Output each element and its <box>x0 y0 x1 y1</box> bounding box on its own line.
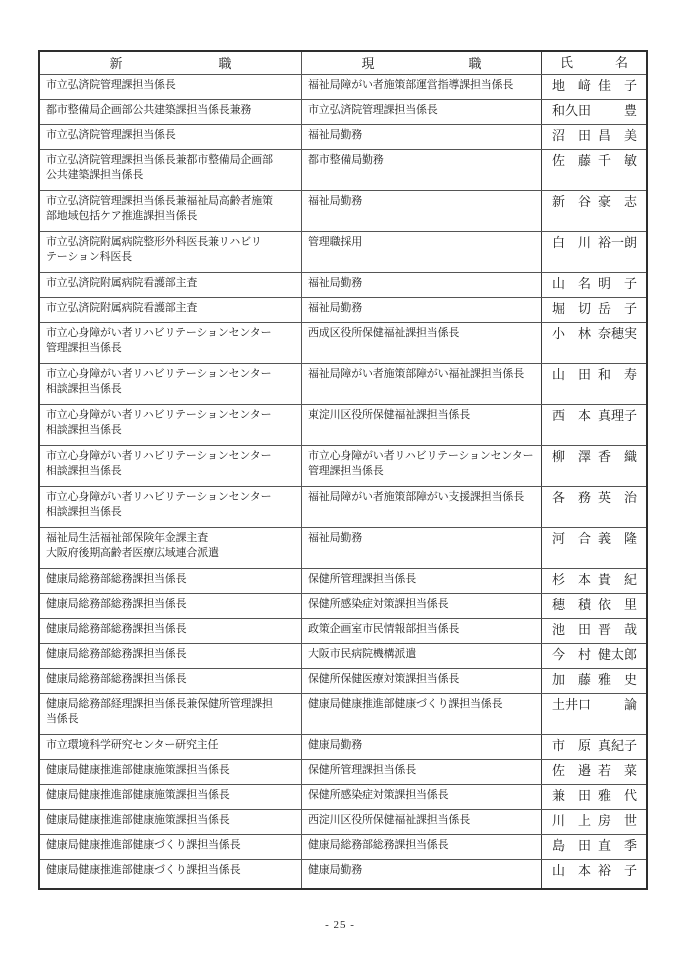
position-line: 保健所感染症対策課担当係長 <box>308 789 449 801</box>
new-position-cell <box>40 594 302 618</box>
current-position-cell <box>302 644 542 668</box>
table-row <box>40 297 646 322</box>
name-cell <box>542 75 646 99</box>
name-cell <box>542 364 646 404</box>
position-line: 保健所管理課担当係長 <box>308 573 416 585</box>
name-family: 市 原 <box>552 738 592 753</box>
position-line: 公共建築課担当係長 <box>46 169 144 181</box>
name-family: 山 名 <box>552 276 592 291</box>
name-family: 池 田 <box>552 622 592 637</box>
current-position-cell <box>302 125 542 149</box>
new-position-cell <box>40 298 302 322</box>
position-line: 市立弘済院附属病院整形外科医長兼リハビリ <box>46 236 262 248</box>
position-line: 保健所管理課担当係長 <box>308 764 416 776</box>
header-char: 名 <box>615 55 629 70</box>
position-line: 健康局総務部総務課担当係長 <box>46 573 187 585</box>
new-position-cell <box>40 487 302 527</box>
position-line: 福祉局勤務 <box>308 129 362 141</box>
current-position-cell <box>302 298 542 322</box>
header-name <box>542 52 646 74</box>
position-line: 福祉局障がい者施策部障がい支援課担当係長 <box>308 491 524 503</box>
name-given: 香 織 <box>597 449 637 464</box>
name-family: 各 務 <box>552 490 592 505</box>
position-line: 部地域包括ケア推進課担当係長 <box>46 210 198 222</box>
new-position-cell <box>40 785 302 809</box>
name-cell <box>542 528 646 568</box>
position-line: 健康局健康推進部健康施策課担当係長 <box>46 814 230 826</box>
position-line: 健康局健康推進部健康施策課担当係長 <box>46 764 230 776</box>
position-line: 福祉局障がい者施策部運営指導課担当係長 <box>308 79 514 91</box>
table-row <box>40 74 646 99</box>
current-position-cell <box>302 446 542 486</box>
new-position-cell <box>40 760 302 784</box>
position-line: 保健所保健医療対策課担当係長 <box>308 673 460 685</box>
new-position-cell <box>40 125 302 149</box>
table-row <box>40 445 646 486</box>
name-family: 小 林 <box>552 326 592 341</box>
name-family: 堀 切 <box>552 301 592 316</box>
new-position-cell <box>40 191 302 231</box>
current-position-cell <box>302 232 542 272</box>
position-line: 市立弘済院管理課担当係長 <box>308 104 438 116</box>
name-given: 晋 哉 <box>597 622 637 637</box>
position-line: 市立環境科学研究センター研究主任 <box>46 739 219 751</box>
name-cell <box>542 594 646 618</box>
name-cell <box>542 405 646 445</box>
position-line: 健康局総務部総務課担当係長 <box>46 648 187 660</box>
name-given: 豪 志 <box>597 194 637 209</box>
name-given: 直 季 <box>597 838 637 853</box>
name-cell <box>542 125 646 149</box>
table-row <box>40 99 646 124</box>
table-row <box>40 618 646 643</box>
position-line: 政策企画室市民情報部担当係長 <box>308 623 460 635</box>
name-family: 加 藤 <box>552 672 592 687</box>
position-line: 西淀川区役所保健福祉課担当係長 <box>308 814 470 826</box>
position-line: 都市整備局勤務 <box>308 154 384 166</box>
current-position-cell <box>302 528 542 568</box>
name-given: 論 <box>623 697 637 712</box>
current-position-cell <box>302 150 542 190</box>
position-line: 福祉局勤務 <box>308 195 362 207</box>
name-given: 房 世 <box>597 813 637 828</box>
table-row <box>40 486 646 527</box>
table-row <box>40 693 646 734</box>
new-position-cell <box>40 644 302 668</box>
table-row <box>40 231 646 272</box>
name-cell <box>542 273 646 297</box>
table-row <box>40 272 646 297</box>
position-line: 相談課担当係長 <box>46 383 122 395</box>
name-given: 雅 代 <box>597 788 637 803</box>
current-position-cell <box>302 735 542 759</box>
name-cell <box>542 191 646 231</box>
name-cell <box>542 785 646 809</box>
current-position-cell <box>302 694 542 734</box>
position-line: 市立弘済院管理課担当係長 <box>46 129 176 141</box>
name-cell <box>542 232 646 272</box>
position-line: 東淀川区役所保健福祉課担当係長 <box>308 409 470 421</box>
current-position-cell <box>302 323 542 363</box>
name-family: 白 川 <box>552 235 592 250</box>
page-number: - 25 - <box>325 919 355 931</box>
position-line: 当係長 <box>46 713 79 725</box>
table-row <box>40 668 646 693</box>
name-cell <box>542 760 646 784</box>
position-line: 健康局総務部総務課担当係長 <box>46 598 187 610</box>
current-position-cell <box>302 860 542 888</box>
position-line: 健康局勤務 <box>308 864 362 876</box>
table-row <box>40 404 646 445</box>
name-given: 豊 <box>623 103 637 118</box>
current-position-cell <box>302 75 542 99</box>
position-line: 管理課担当係長 <box>46 342 122 354</box>
name-cell <box>542 100 646 124</box>
position-line: 相談課担当係長 <box>46 465 122 477</box>
table-row <box>40 363 646 404</box>
header-current-position <box>302 52 542 74</box>
name-given: 健太郎 <box>597 647 637 662</box>
position-line: 大阪府後期高齢者医療広域連合派遣 <box>46 547 219 559</box>
table-row <box>40 759 646 784</box>
table-row <box>40 322 646 363</box>
name-family: 川 上 <box>552 813 592 828</box>
position-line: 市立弘済院管理課担当係長兼福祉局高齢者施策 <box>46 195 273 207</box>
table-row <box>40 809 646 834</box>
name-cell <box>542 446 646 486</box>
header-char: 氏 <box>559 55 573 70</box>
name-family: 新 谷 <box>552 194 592 209</box>
position-line: 福祉局勤務 <box>308 532 362 544</box>
name-cell <box>542 569 646 593</box>
name-cell <box>542 487 646 527</box>
name-given: 岳 子 <box>597 301 637 316</box>
name-given: 明 子 <box>597 276 637 291</box>
table-row <box>40 784 646 809</box>
new-position-cell <box>40 835 302 859</box>
current-position-cell <box>302 364 542 404</box>
table-row <box>40 643 646 668</box>
table-row <box>40 568 646 593</box>
position-line: 相談課担当係長 <box>46 506 122 518</box>
position-line: 管理課担当係長 <box>308 465 384 477</box>
name-cell <box>542 669 646 693</box>
name-given: 裕 子 <box>597 863 637 878</box>
new-position-cell <box>40 364 302 404</box>
position-line: 福祉局障がい者施策部障がい福祉課担当係長 <box>308 368 524 380</box>
name-family: 島 田 <box>552 838 592 853</box>
name-cell <box>542 860 646 888</box>
table-row <box>40 527 646 568</box>
name-given: 千 敏 <box>597 153 637 168</box>
position-line: 福祉局勤務 <box>308 277 362 289</box>
name-cell <box>542 298 646 322</box>
position-line: 市立心身障がい者リハビリテーションセンター <box>46 327 272 339</box>
current-position-cell <box>302 835 542 859</box>
name-given: 真紀子 <box>597 738 637 753</box>
table-row <box>40 593 646 618</box>
current-position-cell <box>302 619 542 643</box>
current-position-cell <box>302 569 542 593</box>
current-position-cell <box>302 669 542 693</box>
position-line: 福祉局生活福祉部保険年金課主査 <box>46 532 208 544</box>
position-line: 市立心身障がい者リハビリテーションセンター <box>46 450 272 462</box>
header-char: 職 <box>218 55 232 71</box>
position-line: 健康局総務部総務課担当係長 <box>308 839 449 851</box>
position-line: 健康局健康推進部健康施策課担当係長 <box>46 789 230 801</box>
current-position-cell <box>302 273 542 297</box>
personnel-table <box>38 50 648 890</box>
new-position-cell <box>40 528 302 568</box>
name-family: 西 本 <box>552 408 592 423</box>
current-position-cell <box>302 810 542 834</box>
name-family: 穂 積 <box>552 597 592 612</box>
current-position-cell <box>302 405 542 445</box>
new-position-cell <box>40 694 302 734</box>
current-position-cell <box>302 760 542 784</box>
new-position-cell <box>40 860 302 888</box>
new-position-cell <box>40 569 302 593</box>
name-family: 佐 藤 <box>552 153 592 168</box>
name-given: 雅 史 <box>597 672 637 687</box>
header-char: 職 <box>468 55 482 71</box>
name-cell <box>542 644 646 668</box>
name-cell <box>542 619 646 643</box>
table-row <box>40 149 646 190</box>
position-line: 健康局勤務 <box>308 739 362 751</box>
current-position-cell <box>302 594 542 618</box>
name-given: 昌 美 <box>597 128 637 143</box>
header-char: 現 <box>361 55 375 71</box>
name-given: 英 治 <box>597 490 637 505</box>
name-given: 依 里 <box>597 597 637 612</box>
name-cell <box>542 835 646 859</box>
name-family: 佐 邉 <box>552 763 592 778</box>
table-row <box>40 859 646 888</box>
name-given: 佳 子 <box>597 78 637 93</box>
name-given: 義 隆 <box>597 531 637 546</box>
name-family: 兼 田 <box>552 788 592 803</box>
new-position-cell <box>40 810 302 834</box>
name-family: 地 﨑 <box>552 78 592 93</box>
name-family: 和久田 <box>552 103 592 118</box>
position-line: 市立心身障がい者リハビリテーションセンター <box>46 491 272 503</box>
position-line: 市立心身障がい者リハビリテーションセンター <box>46 409 272 421</box>
new-position-cell <box>40 619 302 643</box>
new-position-cell <box>40 100 302 124</box>
new-position-cell <box>40 405 302 445</box>
name-cell <box>542 323 646 363</box>
position-line: 健康局健康推進部健康づくり課担当係長 <box>46 864 241 876</box>
position-line: 市立心身障がい者リハビリテーションセンター <box>46 368 272 380</box>
name-cell <box>542 810 646 834</box>
name-cell <box>542 150 646 190</box>
position-line: テーション科医長 <box>46 251 132 263</box>
table-header-row <box>40 52 646 74</box>
name-given: 若 菜 <box>597 763 637 778</box>
name-given: 裕一朗 <box>597 235 637 250</box>
current-position-cell <box>302 785 542 809</box>
position-line: 市立心身障がい者リハビリテーションセンター <box>308 450 534 462</box>
position-line: 健康局総務部総務課担当係長 <box>46 623 187 635</box>
position-line: 健康局総務部総務課担当係長 <box>46 673 187 685</box>
table-row <box>40 124 646 149</box>
current-position-cell <box>302 191 542 231</box>
position-line: 相談課担当係長 <box>46 424 122 436</box>
name-cell <box>542 694 646 734</box>
new-position-cell <box>40 75 302 99</box>
position-line: 保健所感染症対策課担当係長 <box>308 598 449 610</box>
name-family: 山 本 <box>552 863 592 878</box>
current-position-cell <box>302 487 542 527</box>
new-position-cell <box>40 273 302 297</box>
header-new-position <box>40 52 302 74</box>
name-given: 和 寿 <box>597 367 637 382</box>
position-line: 福祉局勤務 <box>308 302 362 314</box>
table-row <box>40 190 646 231</box>
current-position-cell <box>302 100 542 124</box>
table-row <box>40 834 646 859</box>
position-line: 市立弘済院管理課担当係長兼都市整備局企画部 <box>46 154 273 166</box>
position-line: 市立弘済院附属病院看護部主査 <box>46 277 198 289</box>
name-given: 貴 紀 <box>597 572 637 587</box>
position-line: 健康局健康推進部健康づくり課担当係長 <box>308 698 503 710</box>
header-char: 新 <box>109 55 123 71</box>
new-position-cell <box>40 232 302 272</box>
new-position-cell <box>40 150 302 190</box>
name-given: 真理子 <box>597 408 637 423</box>
new-position-cell <box>40 446 302 486</box>
table-row <box>40 734 646 759</box>
name-family: 今 村 <box>552 647 592 662</box>
name-family: 土井口 <box>552 697 592 712</box>
name-family: 山 田 <box>552 367 592 382</box>
position-line: 西成区役所保健福祉課担当係長 <box>308 327 460 339</box>
new-position-cell <box>40 669 302 693</box>
position-line: 管理職採用 <box>308 236 362 248</box>
name-cell <box>542 735 646 759</box>
name-family: 杉 本 <box>552 572 592 587</box>
name-family: 沼 田 <box>552 128 592 143</box>
name-given: 奈穂実 <box>597 326 637 341</box>
new-position-cell <box>40 323 302 363</box>
position-line: 市立弘済院管理課担当係長 <box>46 79 176 91</box>
position-line: 健康局健康推進部健康づくり課担当係長 <box>46 839 241 851</box>
name-family: 河 合 <box>552 531 592 546</box>
position-line: 都市整備局企画部公共建築課担当係長兼務 <box>46 104 252 116</box>
name-family: 柳 澤 <box>552 449 592 464</box>
position-line: 大阪市民病院機構派遣 <box>308 648 416 660</box>
new-position-cell <box>40 735 302 759</box>
position-line: 市立弘済院附属病院看護部主査 <box>46 302 198 314</box>
position-line: 健康局総務部経理課担当係長兼保健所管理課担 <box>46 698 273 710</box>
